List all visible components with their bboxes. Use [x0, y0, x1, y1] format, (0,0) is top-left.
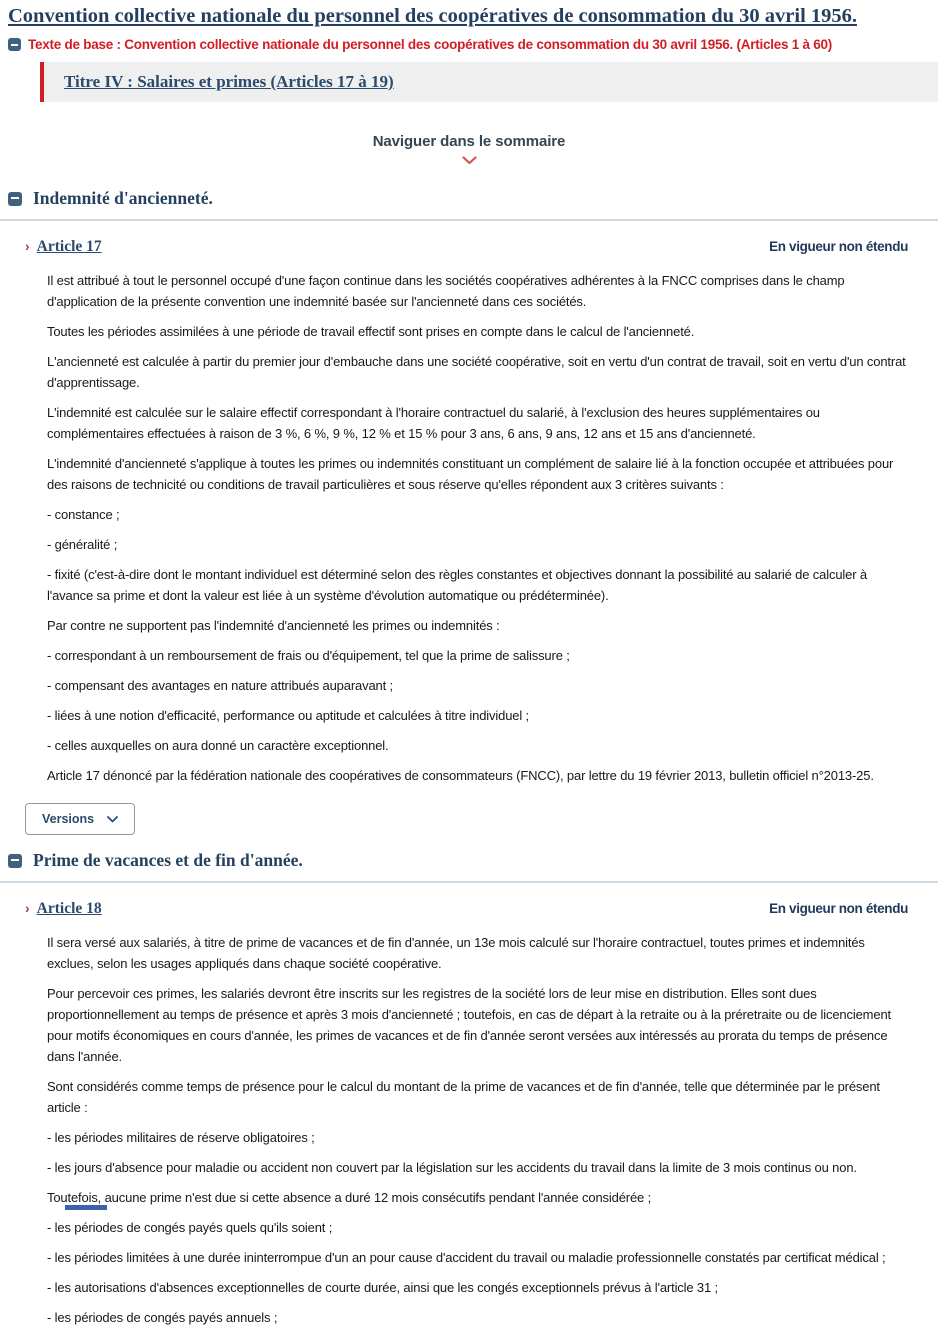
paragraph: - fixité (c'est-à-dire dont le montant individuel est déterminé selon des règles constantes et objectives donnant la possibilité au salarié de calculer à l'avance sa prime et dont la valeur est liée à un système d'évolution automatique ou prédéterminée).: [47, 567, 867, 603]
paragraph: Toutefois, aucune prime n'est due si cette absence a duré 12 mois consécutifs pendant l'année considérée ;: [47, 1190, 652, 1205]
titre-box: [40, 62, 938, 102]
section-title: Indemnité d'ancienneté.: [33, 188, 213, 208]
paragraph: L'ancienneté est calculée à partir du premier jour d'embauche dans une société coopérative, soit en vertu d'un contrat de travail, soit en vertu d'un contrat d'apprentissage.: [47, 354, 906, 390]
paragraph: Toutes les périodes assimilées à une période de travail effectif sont prises en compte dans le calcul de l'ancienneté.: [47, 324, 695, 339]
paragraph: Pour percevoir ces primes, les salariés devront être inscrits sur les registres de la société lors de leur mise en distribution. Elles sont dues proportionnellement au temps de présence et après 3 mois d'ancienneté ; toutefois, en cas de départ à la retraite ou à la préretraite ou de licenciement pour motifs économiques en cours d'année, les primes de vacances et de fin d'année seront versées aux intéressés au prorata du temps de présence dans l'année.: [47, 986, 891, 1064]
section-header-indemnite: [0, 188, 938, 221]
base-text-row: [8, 36, 930, 53]
paragraph: - les périodes de congés payés annuels ;: [47, 1310, 278, 1325]
paragraph: - les périodes de congés payés quels qu'ils soient ;: [47, 1220, 333, 1235]
sommaire-toggle[interactable]: [0, 133, 938, 165]
paragraph: Sont considérés comme temps de présence pour le calcul du montant de la prime de vacances et de fin d'année, telle que déterminée par le présent article :: [47, 1079, 880, 1115]
paragraph: - compensant des avantages en nature attribués auparavant ;: [47, 678, 393, 693]
paragraph: - correspondant à un remboursement de frais ou d'équipement, tel que la prime de salissure ;: [47, 648, 570, 663]
paragraph: L'indemnité est calculée sur le salaire effectif correspondant à l'horaire contractuel du salarié, à l'exclusion des heures supplémentaires ou complémentaires effectuées à raison de 3 %, 6 %, 9 %, 12 % et 15 % pour 3 ans, 6 ans, 9 ans, 12 ans et 15 ans d'ancienneté.: [47, 405, 820, 441]
chevron-right-icon: ›: [25, 238, 30, 254]
minus-square-icon[interactable]: [8, 38, 21, 51]
article-17-header-row: [25, 238, 908, 256]
article-18-link[interactable]: Article 18: [36, 900, 102, 917]
paragraph: - les autorisations d'absences exceptionnelles de courte durée, ainsi que les congés exceptionnels prévus à l'article 31 ;: [47, 1280, 719, 1295]
paragraph: - celles auxquelles on aura donné un caractère exceptionnel.: [47, 738, 389, 753]
status-badge: En vigueur non étendu: [769, 901, 908, 916]
minus-square-icon[interactable]: [8, 192, 22, 206]
article-18-body: [47, 932, 908, 1328]
paragraph: Il sera versé aux salariés, à titre de prime de vacances et de fin d'année, un 13e mois calculé sur l'horaire contractuel, toutes primes et indemnités exclues, selon les usages appliqués dans chaque société coopérative.: [47, 935, 865, 971]
article-17-body: [47, 270, 908, 786]
section-title: Prime de vacances et de fin d'année.: [33, 850, 303, 870]
article-17-link[interactable]: Article 17: [36, 238, 102, 255]
page-title[interactable]: Convention collective nationale du personnel des coopératives de consommation du 30 avril 1956.: [8, 5, 858, 27]
paragraph: L'indemnité d'ancienneté s'applique à toutes les primes ou indemnités constituant un complément de salaire lié à la fonction occupée et attribuées pour des raisons de technicité ou conditions de travail particulières et sous réserve qu'elles répondent aux 3 critères suivants :: [47, 456, 894, 492]
chevron-right-icon: ›: [25, 900, 30, 916]
paragraph: - généralité ;: [47, 537, 118, 552]
minus-square-icon[interactable]: [8, 854, 22, 868]
chevron-down-icon: [462, 156, 477, 165]
paragraph: Par contre ne supportent pas l'indemnité d'ancienneté les primes ou indemnités :: [47, 618, 500, 633]
paragraph: Article 17 dénoncé par la fédération nationale des coopératives de consommateurs (FNCC), par lettre du 19 février 2013, bulletin officiel n°2013-25.: [47, 768, 874, 783]
section-header-prime: [0, 850, 938, 883]
paragraph: - constance ;: [47, 507, 120, 522]
paragraph: - les jours d'absence pour maladie ou accident non couvert par la législation sur les accidents du travail dans la limite de 3 mois continus ou non.: [47, 1160, 857, 1175]
base-text-label: Texte de base : Convention collective nationale du personnel des coopératives de consommation du 30 avril 1956. (Articles 1 à 60): [28, 37, 833, 52]
sommaire-toggle-label: Naviguer dans le sommaire: [372, 133, 566, 150]
article-18-header-row: [25, 900, 908, 918]
versions-button[interactable]: [25, 803, 135, 835]
status-badge: En vigueur non étendu: [769, 239, 908, 254]
paragraph: - les périodes limitées à une durée ininterrompue d'un an pour cause d'accident du travail ou maladie professionnelle constatés par certificat médical ;: [47, 1250, 886, 1265]
partial-bottom-element[interactable]: [65, 1205, 107, 1210]
paragraph: - les périodes militaires de réserve obligatoires ;: [47, 1130, 315, 1145]
versions-button-label: Versions: [42, 812, 95, 826]
paragraph: Il est attribué à tout le personnel occupé d'une façon continue dans les sociétés coopératives adhérentes à la FNCC comprises dans le champ d'application de la présente convention une indemnité basée sur l'ancienneté dans ces sociétés.: [47, 273, 845, 309]
paragraph: - liées à une notion d'efficacité, performance ou aptitude et calculées à titre individuel ;: [47, 708, 530, 723]
chevron-down-icon: [107, 816, 118, 823]
titre-link[interactable]: Titre IV : Salaires et primes (Articles 17 à 19): [64, 72, 394, 91]
